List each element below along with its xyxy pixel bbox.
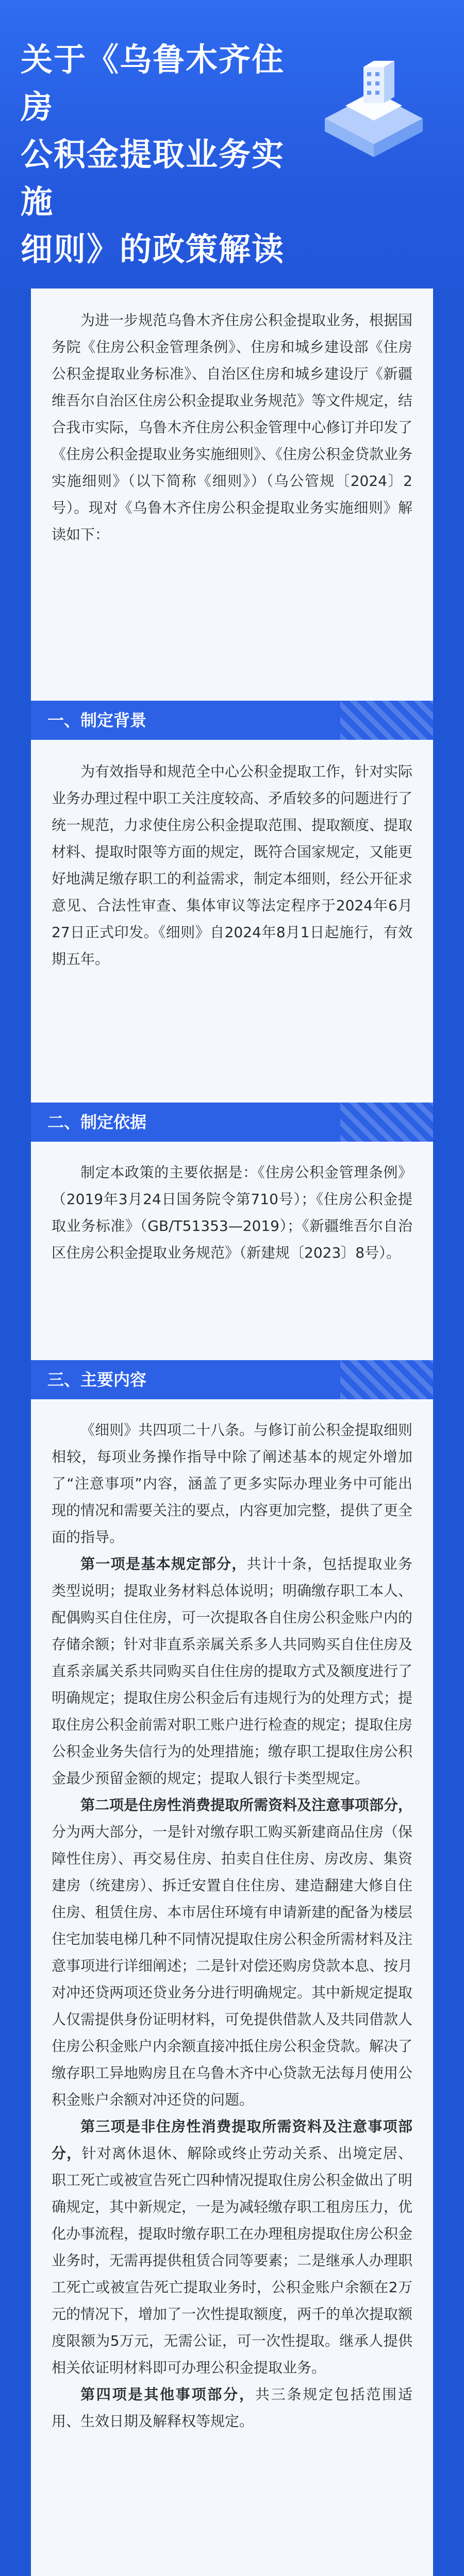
isometric-building-illustration <box>314 57 433 160</box>
item-4-heading: 第四项是其他事项部分， <box>80 2386 255 2403</box>
basis-block <box>52 1159 412 1266</box>
section-stripe-decoration <box>340 1360 433 1399</box>
item-3-heading: 第三项是非住房性消费提取所需资料及注意事项部分， <box>52 2118 412 2162</box>
content-paragraph-4 <box>52 2113 412 2381</box>
intro-paragraph: 为进一步规范乌鲁木齐住房公积金提取业务，根据国务院《住房公积金管理条例》、住房和城乡建设部《住房公积金提取业务标准》、自治区住房和城乡建设厅《新疆维吾尔自治区住房公积金提取业务规范》等文件规定，结合我市实际，乌鲁木齐住房公积金管理中心修订并印发了《住房公积金提取业务实施细则》、《住房公积金贷款业务实施细则》（以下简称《细则》）（乌公管规〔2024〕2号）。现对《乌鲁木齐住房公积金提取业务实施细则》解读如下： <box>52 312 413 543</box>
section-title-basis: 二、制定依据 <box>47 1112 147 1132</box>
item-3-text: 针对离休退休、解除或终止劳动关系、出境定居、职工死亡或被宣告死亡四种情况提取住房公积金做出了明确规定，其中新规定，一是为减轻缴存职工租房压力，优化办事流程，提取时缴存职工在办理租房提取住房公积金业务时，无需再提供租赁合同等要素；二是继承人办理职工死亡或被宣告死亡提取业务时，公积金账户余额在2万元的情况下，增加了一次性提取额度，两千的单次提取额度限额为5万元，无需公证，可一次性提取。继承人提供相关依证明材料即可办理公积金提取业务。 <box>52 2145 413 2376</box>
section-stripe-decoration <box>340 701 433 740</box>
item-1-text: 共计十条，包括提取业务类型说明；提取业务材料总体说明；明确缴存职工本人、配偶购买自住住房，可一次提取各自住房公积金账户内的存储余额；针对非直系亲属关系多人共同购买自住住房及直系亲属关系共同购买自住住房的提取方式及额度进行了明确规定；提取住房公积金后有违规行为的处理方式；提取住房公积金前需对职工账户进行检查的规定；提取住房公积金业务失信行为的处理措施；缴存职工提取住房公积金最少预留金额的规定；提取人银行卡类型规定。 <box>52 1555 413 1787</box>
title-line-3: 细则》的政策解读 <box>21 230 285 268</box>
intro-block <box>52 307 412 548</box>
background-paragraph: 为有效指导和规范全中心公积金提取工作，针对实际业务办理过程中职工关注度较高、矛盾较多的问题进行了统一规范，力求使住房公积金提取范围、提取额度、提取材料、提取时限等方面的规定，既符合国家规定，又能更好地满足缴存职工的利益需求，制定本细则，经公开征求意见、合法性审查、集体审议等法定程序于2024年6月27日正式印发。《细则》自2024年8月1日起施行，有效期五年。 <box>52 763 413 968</box>
content-paragraph-1: 《细则》共四项二十八条。与修订前公积金提取细则相较，每项业务操作指导中除了阐述基本的规定外增加了“注意事项”内容，涵盖了更多实际办理业务中可能出现的情况和需要关注的要点，内容更加完整，提供了更全面的指导。 <box>52 1421 413 1546</box>
basis-paragraph: 制定本政策的主要依据是：《住房公积金管理条例》（2019年3月24日国务院令第710号）；《住房公积金提取业务标准》（GB/T51353—2019）；《新疆维吾尔自治区住房公积金提取业务规范》（新建规〔2023〕8号）。 <box>52 1164 412 1261</box>
section-header-content <box>31 1360 433 1399</box>
content-block <box>52 1417 412 2435</box>
section-title-background: 一、制定背景 <box>47 710 147 730</box>
title-line-2: 公积金提取业务实施 <box>21 135 285 221</box>
section-header-background <box>31 701 433 740</box>
item-2-text: 分为两大部分，一是针对缴存职工购买新建商品住房（保障性住房）、再交易住房、拍卖自住住房、房改房、集资建房（统建房）、拆迁安置自住住房、建造翻建大修自住住房、租赁住房、本市居住环境有申请新建的配备为楼层住宅加装电梯几种不同情况提取住房公积金所需材料及注意事项进行详细阐述；二是针对偿还购房贷款本息、按月对冲还贷两项还贷业务分进行明确规定。其中新规定提取人仅需提供身份证明材料，可免提供借款人及共同借款人住房公积金账户内余额直接冲抵住房公积金贷款。解决了缴存职工异地购房且在乌鲁木齐中心贷款无法每月使用公积金账户余额对冲还贷的问题。 <box>52 1823 413 2108</box>
content-card <box>31 289 433 2576</box>
content-paragraph-3 <box>52 1792 412 2113</box>
content-paragraph-5 <box>52 2381 412 2435</box>
section-title-content: 三、主要内容 <box>47 1370 147 1389</box>
title-line-1: 关于《乌鲁木齐住房 <box>21 41 285 126</box>
item-4-text: 共三条规定包括范围适用、生效日期及解释权等规定。 <box>52 2386 412 2430</box>
item-2-heading: 第二项是住房性消费提取所需资料及注意事项部分， <box>80 1797 413 1814</box>
item-1-heading: 第一项是基本规定部分， <box>80 1555 247 1572</box>
background-block <box>52 758 412 973</box>
section-stripe-decoration <box>340 1103 433 1142</box>
header-banner <box>0 0 464 289</box>
page-title <box>21 36 309 273</box>
content-paragraph-2 <box>52 1551 412 1792</box>
section-header-basis <box>31 1103 433 1142</box>
